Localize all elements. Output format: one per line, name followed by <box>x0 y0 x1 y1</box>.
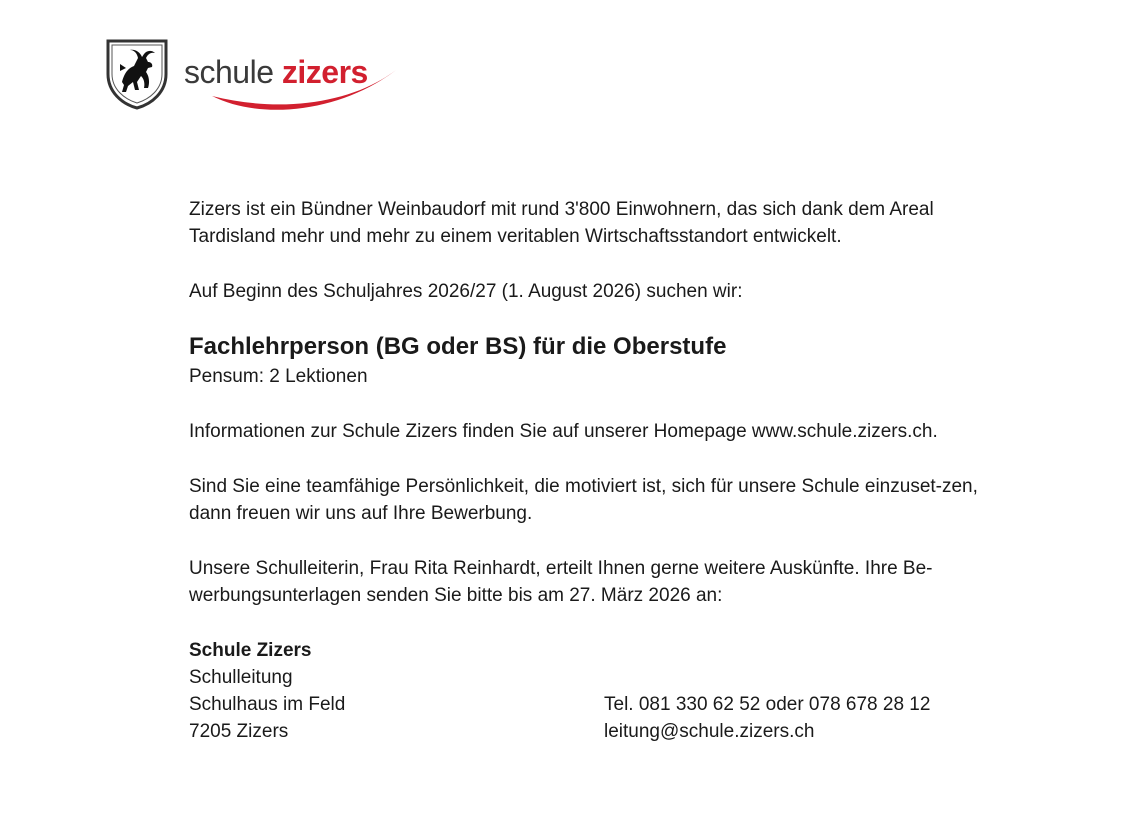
appeal-paragraph: Sind Sie eine teamfähige Persönlichkeit, die motiviert ist, sich für unsere Schule einzuset-zen, dann freuen wir uns auf Ihre Bewerbung. <box>189 476 978 524</box>
contact-details <box>604 637 930 745</box>
info-paragraph: Informationen zur Schule Zizers finden Sie auf unserer Homepage www.schule.zizers.ch. <box>189 421 938 442</box>
address-building: Schulhaus im Feld <box>189 694 346 715</box>
job-title: Fachlehrperson (BG oder BS) für die Oberstufe <box>189 333 727 360</box>
contact-phone: Tel. 081 330 62 52 oder 078 678 28 12 <box>604 694 931 715</box>
search-intro: Auf Beginn des Schuljahres 2026/27 (1. August 2026) suchen wir: <box>189 281 743 302</box>
logo-word-schule: schule <box>184 54 274 90</box>
intro-paragraph: Zizers ist ein Bündner Weinbaudorf mit rund 3'800 Einwohnern, das sich dank dem Areal Tardisland mehr und mehr zu einem veritablen Wirtschaftsstandort entwickelt. <box>189 199 934 247</box>
school-logo <box>104 38 404 114</box>
address-city: 7205 Zizers <box>189 721 289 742</box>
contact-person-paragraph: Unsere Schulleiterin, Frau Rita Reinhardt, erteilt Ihnen gerne weitere Auskünfte. Ihre Be-werbungsunterlagen senden Sie bitte bis am 27. März 2026 an: <box>189 558 933 606</box>
coat-of-arms-icon <box>104 38 170 110</box>
contact-block <box>189 637 1009 745</box>
logo-wordmark <box>184 52 368 92</box>
address-department: Schulleitung <box>189 667 293 688</box>
job-posting <box>189 196 1009 745</box>
contact-email: leitung@schule.zizers.ch <box>604 721 815 742</box>
job-workload: Pensum: 2 Lektionen <box>189 366 368 387</box>
address-block <box>189 637 604 745</box>
address-name: Schule Zizers <box>189 640 312 661</box>
logo-word-zizers: zizers <box>281 54 368 90</box>
